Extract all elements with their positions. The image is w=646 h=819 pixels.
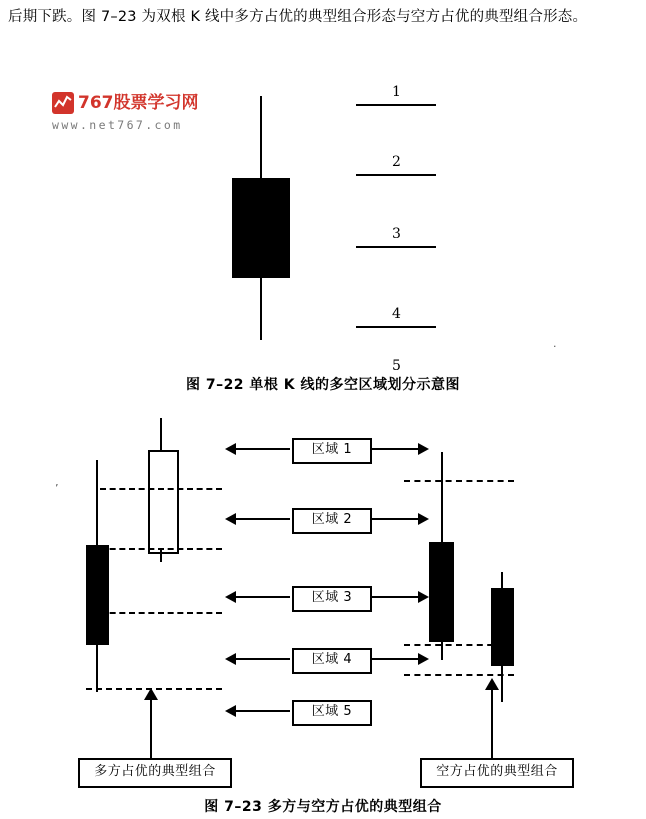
right-dash-line-3 xyxy=(404,674,514,676)
left-candle2-lower-wick xyxy=(160,550,162,562)
zone-box-4: 区域 4 xyxy=(292,648,372,674)
figure-7-23-caption: 图 7–23 多方与空方占优的典型组合 xyxy=(204,799,442,815)
zone3-arrow-right-line xyxy=(370,596,418,598)
left-dash-line-1 xyxy=(100,488,222,490)
zone2-arrow-left-head xyxy=(225,513,236,525)
left-candle1-body xyxy=(86,545,109,645)
zone1-arrow-left-line xyxy=(236,448,290,450)
right-candle1-upper-wick xyxy=(441,452,443,542)
bearish-combo-label: 空方占优的典型组合 xyxy=(420,758,574,788)
zone1-arrow-right-head xyxy=(418,443,429,455)
zone4-arrow-right-line xyxy=(370,658,418,660)
level-line-2 xyxy=(356,174,436,176)
zone5-arrow-left-head xyxy=(225,705,236,717)
stray-mark: · xyxy=(553,340,557,353)
level-label-2: 2 xyxy=(392,154,401,170)
right-candle2-upper-wick xyxy=(501,572,503,588)
left-candle1-lower-wick xyxy=(96,645,98,692)
bearish-combo-pointer-line xyxy=(491,688,493,758)
left-stray-mark: ʼ xyxy=(55,482,59,495)
zone2-arrow-right-head xyxy=(418,513,429,525)
bearish-combo-pointer-head xyxy=(485,678,499,690)
zone-box-2: 区域 2 xyxy=(292,508,372,534)
zone3-arrow-right-head xyxy=(418,591,429,603)
left-candle2-body xyxy=(148,450,179,554)
candle-body xyxy=(232,178,290,278)
candle-lower-wick xyxy=(260,278,262,340)
level-label-4: 4 xyxy=(392,306,401,322)
candle-upper-wick xyxy=(260,96,262,178)
bullish-combo-pointer-line xyxy=(150,698,152,758)
zone4-arrow-right-head xyxy=(418,653,429,665)
body-paragraph: 后期下跌。图 7–23 为双根 K 线中多方占优的典型组合形态与空方占优的典型组合形态。 xyxy=(8,9,588,25)
right-candle2-body xyxy=(491,588,514,666)
right-candle1-body xyxy=(429,542,454,642)
zone5-arrow-left-line xyxy=(236,710,290,712)
level-label-5: 5 xyxy=(392,358,401,374)
zone4-arrow-left-head xyxy=(225,653,236,665)
zone-box-5: 区域 5 xyxy=(292,700,372,726)
zone2-arrow-left-line xyxy=(236,518,290,520)
zone4-arrow-left-line xyxy=(236,658,290,660)
zone-box-1: 区域 1 xyxy=(292,438,372,464)
watermark-brand: 767股票学习网 xyxy=(78,93,199,113)
right-dash-line-2 xyxy=(404,644,514,646)
level-line-4 xyxy=(356,326,436,328)
zone3-arrow-left-head xyxy=(225,591,236,603)
figure-7-22 xyxy=(0,78,646,378)
zone3-arrow-left-line xyxy=(236,596,290,598)
level-line-3 xyxy=(356,246,436,248)
level-label-1: 1 xyxy=(392,84,401,100)
watermark-url: www.net767.com xyxy=(52,118,183,132)
figure-7-23 xyxy=(0,400,646,800)
left-dash-line-2 xyxy=(100,548,222,550)
bullish-combo-pointer-head xyxy=(144,688,158,700)
level-label-3: 3 xyxy=(392,226,401,242)
left-candle1-upper-wick xyxy=(96,460,98,545)
left-candle2-upper-wick xyxy=(160,418,162,450)
figure-7-22-caption: 图 7–22 单根 K 线的多空区域划分示意图 xyxy=(185,377,461,393)
zone-box-3: 区域 3 xyxy=(292,586,372,612)
zone1-arrow-left-head xyxy=(225,443,236,455)
zone2-arrow-right-line xyxy=(370,518,418,520)
left-dash-line-3 xyxy=(100,612,222,614)
level-line-1 xyxy=(356,104,436,106)
bullish-combo-label: 多方占优的典型组合 xyxy=(78,758,232,788)
right-candle2-lower-wick xyxy=(501,666,503,702)
right-dash-line-1 xyxy=(404,480,514,482)
zone1-arrow-right-line xyxy=(370,448,418,450)
